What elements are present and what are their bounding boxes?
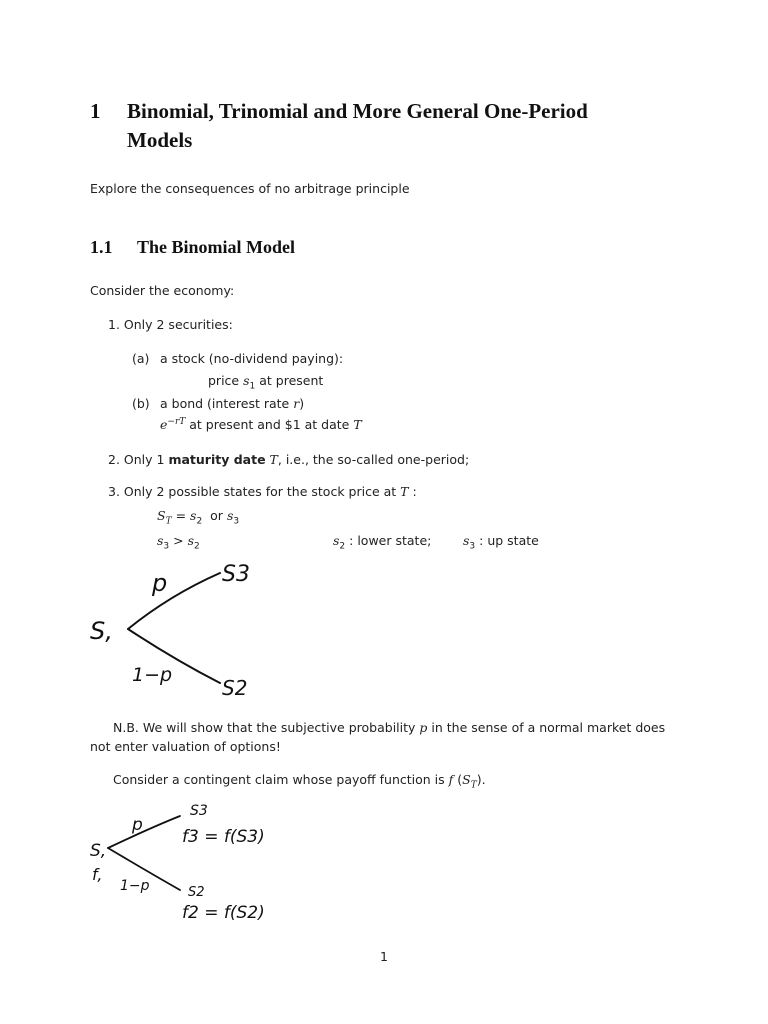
subsection-number: 1.1	[90, 237, 113, 257]
list-item-3: 3. Only 2 possible states for the stock price at T :	[108, 484, 417, 499]
section-number: 1	[90, 99, 101, 123]
equation-states: $S_T = s_2$ or $s_3$	[157, 508, 240, 527]
tree2-down-payoff: f2 = f(S2)	[182, 903, 265, 923]
tree1-up-prob: p	[152, 569, 168, 597]
list-item-1a-text: a stock (no-dividend paying):	[160, 351, 344, 366]
tree2-up-node: S3	[190, 803, 208, 819]
tree2-root-label: S,	[90, 841, 107, 861]
tree1-down-prob: 1−p	[132, 664, 173, 686]
page-number: 1	[380, 949, 388, 964]
tree1-up-node: S3	[222, 562, 250, 587]
list-item-1b-text: a bond (interest rate r)	[160, 396, 305, 411]
section-title-line2: Models	[127, 128, 193, 152]
equation-order: $s_3 > s_2$	[157, 533, 200, 552]
stock-price-line: price $s_1$ at present	[208, 373, 324, 392]
tree2-up-prob: p	[132, 815, 143, 835]
note-line1: N.B. We will show that the subjective probability p in the sense of a normal market does	[113, 720, 666, 735]
tree1-down-node: S2	[222, 676, 248, 700]
note-line2: not enter valuation of options!	[90, 739, 281, 754]
payoff-tree-diagram	[80, 798, 300, 928]
subsection-title: The Binomial Model	[137, 237, 296, 257]
economy-lead: Consider the economy:	[90, 283, 235, 298]
tree2-up-branch	[108, 816, 180, 848]
tree2-down-node: S2	[188, 885, 205, 900]
tree2-up-payoff: f3 = f(S3)	[182, 827, 265, 847]
list-item-2: 2. Only 1 maturity date T, i.e., the so-called one-period;	[108, 452, 470, 467]
tree2-root-payoff: f,	[92, 865, 103, 884]
list-item-1b-label: (b)	[132, 396, 150, 411]
tree1-root-label: S,	[90, 617, 113, 645]
section-title-line1: Binomial, Trinomial and More General One-Period	[127, 99, 588, 123]
list-item-1a-label: (a)	[132, 351, 150, 366]
lower-state-label: $s_2$ : lower state;	[333, 533, 432, 552]
claim-sentence: Consider a contingent claim whose payoff function is f $(S_T)$.	[113, 772, 486, 791]
tree1-up-branch	[128, 573, 220, 629]
tree2-down-prob: 1−p	[120, 878, 150, 894]
section-intro: Explore the consequences of no arbitrage principle	[90, 181, 410, 196]
up-state-label: $s_3$ : up state	[463, 533, 539, 552]
list-item-1: 1. Only 2 securities:	[108, 317, 233, 332]
bond-price-line: $e^{-rT}$ at present and $1 at date T	[160, 417, 362, 433]
binomial-tree-diagram	[80, 555, 280, 715]
